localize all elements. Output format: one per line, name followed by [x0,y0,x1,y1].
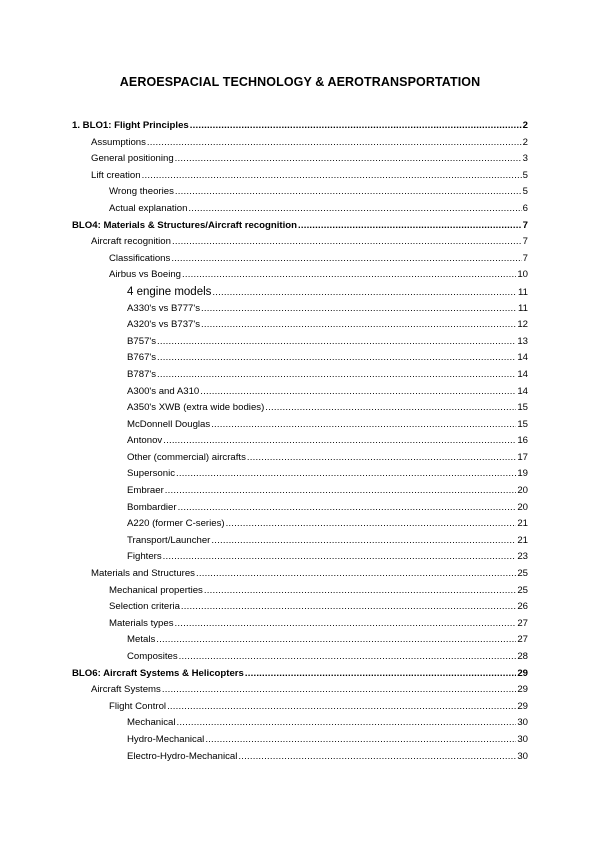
toc-entry-page-number: 7 [522,236,528,248]
toc-dot-leader [157,367,516,384]
toc-entry-label: General positioning [91,153,174,165]
toc-entry[interactable] [72,367,528,384]
toc-dot-leader [177,715,517,732]
toc-entry-page-number: 3 [522,153,528,165]
toc-entry[interactable] [72,317,528,334]
toc-entry-label: Electro-Hydro-Mechanical [127,750,238,762]
toc-dot-leader [204,583,516,600]
toc-entry[interactable] [72,632,528,649]
toc-entry[interactable] [72,483,528,500]
toc-entry-page-number: 30 [517,750,528,762]
toc-entry[interactable] [72,749,528,766]
toc-entry-label: BLO4: Materials & Structures/Aircraft recognition [72,219,297,231]
toc-entry-page-number: 14 [517,368,528,380]
toc-entry[interactable] [72,666,528,683]
toc-dot-leader [265,400,516,417]
toc-entry-label: Antonov [127,435,163,447]
toc-entry[interactable] [72,184,528,201]
toc-entry[interactable] [72,301,528,318]
toc-entry-label: Selection criteria [109,601,180,613]
toc-entry-page-number: 16 [517,435,528,447]
toc-entry-page-number: 27 [517,634,528,646]
toc-entry-label: Flight Control [109,700,167,712]
toc-dot-leader [247,450,516,467]
toc-entry-page-number: 25 [517,584,528,596]
toc-entry-label: Mechanical properties [109,584,203,596]
toc-entry-label: Assumptions [91,136,146,148]
toc-dot-leader [181,599,516,616]
toc-entry-page-number: 28 [517,651,528,662]
toc-entry[interactable] [72,267,528,284]
toc-dot-leader [205,732,516,749]
toc-entry[interactable] [72,151,528,168]
toc-entry-label: A320's vs B737's [127,319,200,331]
toc-entry-label: A300's and A310 [127,385,200,397]
toc-entry-page-number: 21 [517,534,528,546]
toc-dot-leader [200,384,516,401]
toc-entry-label: Mechanical [127,717,176,729]
toc-entry-label: A330's vs B777's [127,302,200,314]
toc-entry[interactable] [72,616,528,633]
toc-entry-page-number: 7 [522,252,528,264]
toc-dot-leader [182,267,516,284]
toc-entry[interactable] [72,599,528,616]
toc-entry-page-number: 7 [522,219,528,231]
toc-dot-leader [157,334,516,351]
toc-entry-label: Embraer [127,485,164,497]
toc-entry-label: Hydro-Mechanical [127,733,205,745]
toc-entry[interactable] [72,466,528,483]
toc-entry-label: 1. BLO1: Flight Principles [72,120,189,131]
toc-entry-page-number: 30 [517,717,528,729]
toc-entry[interactable] [72,715,528,732]
document-title: AEROESPACIAL TECHNOLOGY & AEROTRANSPORTATION [119,75,481,89]
toc-dot-leader [201,317,516,334]
toc-entry-page-number: 11 [518,302,528,314]
toc-entry-label: BLO6: Aircraft Systems & Helicopters [72,667,244,679]
toc-entry-page-number: 12 [517,319,528,331]
toc-dot-leader [175,616,517,633]
toc-dot-leader [188,201,521,218]
toc-dot-leader [157,350,516,367]
toc-dot-leader [178,500,517,517]
toc-entry-page-number: 2 [522,120,528,131]
toc-entry[interactable] [72,433,528,450]
toc-entry-page-number: 20 [517,501,528,513]
toc-entry-page-number: 10 [517,269,528,281]
toc-dot-leader [171,251,521,268]
toc-dot-leader [190,118,522,135]
toc-entry[interactable] [72,500,528,517]
toc-dot-leader [165,483,517,500]
toc-entry-label: Composites [127,651,178,662]
toc-dot-leader [298,218,522,235]
toc-entry-label: Supersonic [127,468,175,480]
toc-entry-page-number: 13 [517,335,528,347]
toc-entry-label: Fighters [127,551,162,563]
toc-entry[interactable] [72,682,528,699]
toc-entry-label: Aircraft Systems [91,684,161,696]
toc-entry-label: B757's [127,335,157,347]
toc-entry[interactable] [72,583,528,600]
toc-dot-leader [147,135,522,152]
toc-entry[interactable] [72,450,528,467]
toc-entry[interactable] [72,284,528,301]
toc-entry[interactable] [72,334,528,351]
toc-entry-page-number: 29 [517,684,528,696]
toc-entry-label: Wrong theories [109,186,174,198]
toc-entry-label: Actual explanation [109,202,188,214]
toc-entry-label: Bombardier [127,501,177,513]
toc-entry[interactable] [72,251,528,268]
toc-entry-page-number: 5 [522,186,528,198]
toc-dot-leader [201,301,517,318]
toc-entry-label: Aircraft recognition [91,236,171,248]
toc-dot-leader [175,151,522,168]
toc-entry-label: Other (commercial) aircrafts [127,451,246,463]
toc-entry[interactable] [72,384,528,401]
toc-entry-page-number: 23 [517,551,528,563]
toc-entry[interactable] [72,533,528,550]
toc-entry-page-number: 20 [517,485,528,497]
toc-entry-label: B767's [127,352,157,364]
toc-entry-page-number: 11 [518,286,528,298]
toc-entry-page-number: 17 [517,451,528,463]
toc-entry-page-number: 14 [517,385,528,397]
toc-entry-page-number: 27 [517,617,528,629]
toc-entry-page-number: 2 [522,136,528,148]
toc-dot-leader [167,699,516,716]
toc-entry[interactable] [72,516,528,533]
table-of-contents [72,118,528,765]
toc-entry[interactable] [72,118,528,135]
toc-entry-page-number: 26 [517,601,528,613]
toc-dot-leader [172,234,522,251]
toc-entry-label: A350's XWB (extra wide bodies) [127,402,265,414]
toc-entry-label: 4 engine models [127,285,212,298]
toc-entry-label: Airbus vs Boeing [109,269,181,281]
toc-dot-leader [211,417,516,434]
toc-entry-page-number: 29 [517,700,528,712]
toc-dot-leader [211,533,516,550]
toc-dot-leader [142,168,522,185]
toc-entry[interactable] [72,350,528,367]
toc-entry-label: Transport/Launcher [127,534,211,546]
toc-dot-leader [176,466,516,483]
toc-dot-leader [245,666,516,683]
toc-entry[interactable] [72,234,528,251]
toc-entry-label: Materials types [109,617,174,629]
toc-dot-leader [179,649,517,666]
toc-dot-leader [175,184,522,201]
toc-entry-page-number: 19 [517,468,528,480]
toc-entry-label: McDonnell Douglas [127,418,211,430]
toc-dot-leader [163,433,516,450]
toc-entry[interactable] [72,201,528,218]
toc-entry-page-number: 29 [517,667,528,679]
toc-dot-leader [238,749,516,766]
toc-dot-leader [226,516,517,533]
toc-entry[interactable] [72,168,528,185]
toc-entry[interactable] [72,417,528,434]
toc-entry[interactable] [72,549,528,566]
toc-entry-page-number: 15 [517,418,528,430]
toc-entry[interactable] [72,649,528,666]
toc-entry-page-number: 21 [517,518,528,530]
toc-entry-page-number: 5 [522,169,528,181]
toc-dot-leader [163,549,517,566]
toc-entry-page-number: 25 [517,568,528,580]
toc-entry[interactable] [72,699,528,716]
toc-entry-label: A220 (former C-series) [127,518,225,530]
toc-entry-label: Lift creation [91,169,141,181]
toc-entry[interactable] [72,732,528,749]
toc-entry[interactable] [72,566,528,583]
toc-entry-label: Classifications [109,252,171,264]
toc-entry[interactable] [72,218,528,235]
toc-dot-leader [162,682,516,699]
toc-entry-label: B787's [127,368,157,380]
toc-entry[interactable] [72,400,528,417]
toc-dot-leader [156,632,516,649]
toc-dot-leader [196,566,516,583]
toc-entry[interactable] [72,135,528,152]
toc-entry-label: Materials and Structures [91,568,195,580]
toc-entry-label: Metals [127,634,156,646]
toc-dot-leader [212,285,517,302]
toc-entry-page-number: 6 [522,202,528,214]
toc-entry-page-number: 30 [517,733,528,745]
toc-entry-page-number: 14 [517,352,528,364]
toc-entry-page-number: 15 [517,402,528,414]
